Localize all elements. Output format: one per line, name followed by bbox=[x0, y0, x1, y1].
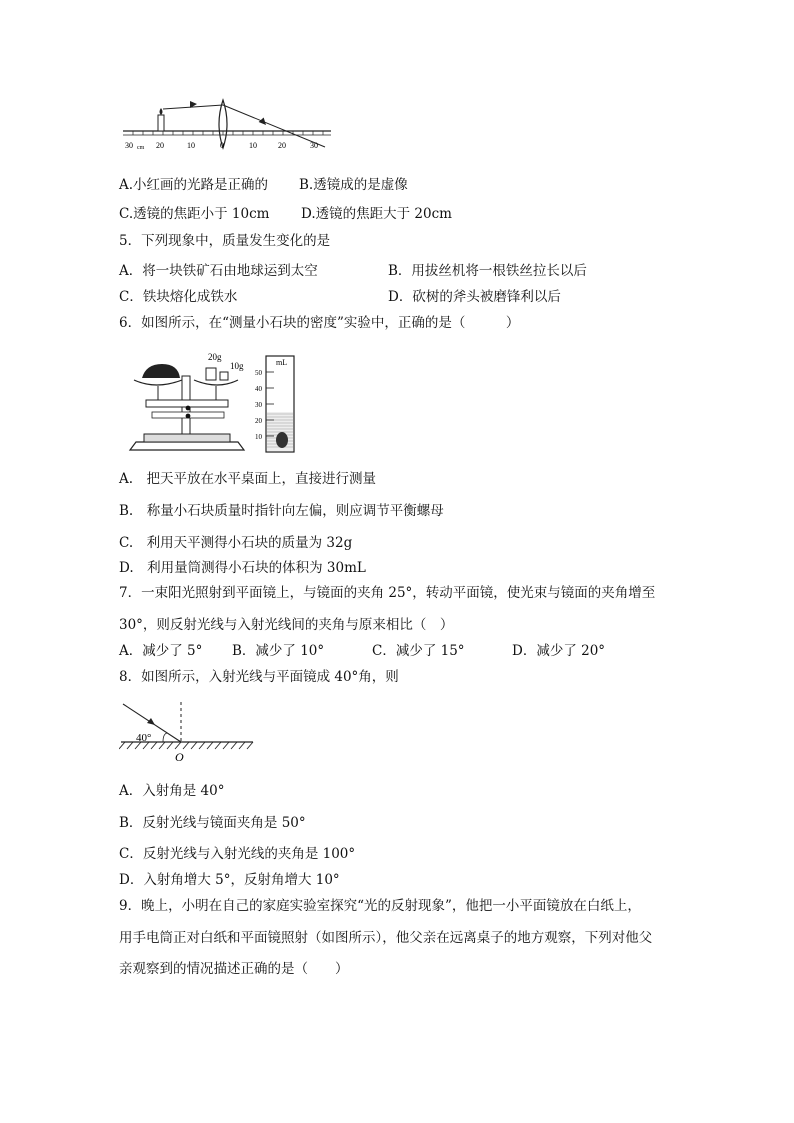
stone-icon bbox=[142, 364, 180, 378]
q6-option-a: A. 把天平放在水平桌面上，直接进行测量 bbox=[119, 471, 377, 487]
q6-option-c: C. 利用天平测得小石块的质量为 32g bbox=[119, 535, 353, 551]
weight-icon bbox=[220, 372, 228, 380]
cylinder-tick: 10 bbox=[255, 433, 262, 441]
balance-and-cylinder-diagram bbox=[126, 350, 306, 456]
scale-label: 0 bbox=[220, 141, 224, 150]
q4-option-b: B.透镜成的是虚像 bbox=[299, 177, 408, 193]
weight-label: 20g bbox=[208, 352, 222, 362]
q5-stem: 5．下列现象中，质量发生变化的是 bbox=[119, 233, 331, 249]
q5-option-b: B．用拔丝机将一根铁丝拉长以后 bbox=[388, 263, 587, 279]
q7-option-d: D．减少了 20° bbox=[512, 643, 606, 659]
scale-label: 30 bbox=[125, 141, 133, 150]
q4-option-d: D.透镜的焦距大于 20cm bbox=[301, 206, 452, 222]
q4-option-a: A.小红画的光路是正确的 bbox=[119, 177, 269, 193]
q5-option-d: D．砍树的斧头被磨锋利以后 bbox=[388, 289, 561, 305]
q8-option-c: C．反射光线与入射光线的夹角是 100° bbox=[119, 846, 356, 862]
cylinder-tick: 50 bbox=[255, 369, 262, 377]
q7-option-c: C．减少了 15° bbox=[372, 643, 465, 659]
q6-option-b: B. 称量小石块质量时指针向左偏，则应调节平衡螺母 bbox=[119, 503, 444, 519]
scale-unit: cm bbox=[137, 145, 145, 151]
q6-option-d: D. 利用量筒测得小石块的体积为 30mL bbox=[119, 560, 366, 576]
point-label: O bbox=[175, 750, 184, 764]
q5-option-a: A．将一块铁矿石由地球运到太空 bbox=[119, 263, 318, 279]
measuring-cylinder bbox=[255, 356, 294, 452]
cylinder-tick: 20 bbox=[255, 417, 262, 425]
q8-option-a: A．入射角是 40° bbox=[119, 783, 225, 799]
q8-option-d: D．入射角增大 5°，反射角增大 10° bbox=[119, 872, 340, 888]
q7-stem-line1: 7．一束阳光照射到平面镜上，与镜面的夹角 25°，转动平面镜，使光束与镜面的夹角增至 bbox=[119, 585, 656, 601]
q9-line3: 亲观察到的情况描述正确的是（ ） bbox=[119, 961, 349, 977]
q6-stem: 6．如图所示，在“测量小石块的密度”实验中，正确的是（ ） bbox=[119, 315, 520, 331]
q9-line1: 9．晚上，小明在自己的家庭实验室探究“光的反射现象”，他把一小平面镜放在白纸上， bbox=[119, 898, 641, 914]
cylinder-unit: mL bbox=[276, 358, 288, 367]
q4-option-c: C.透镜的焦距小于 10cm bbox=[119, 206, 270, 222]
q9-line2: 用手电筒正对白纸和平面镜照射（如图所示），他父亲在远离桌子的地方观察，下列对他父 bbox=[119, 930, 653, 946]
mirror-reflection-diagram bbox=[119, 700, 259, 766]
q7-option-a: A．减少了 5° bbox=[119, 643, 203, 659]
q7-option-b: B．减少了 10° bbox=[232, 643, 325, 659]
weight-icon bbox=[206, 368, 216, 380]
scale-label: 10 bbox=[249, 141, 257, 150]
scale-label: 10 bbox=[187, 141, 195, 150]
q8-stem: 8．如图所示，入射光线与平面镜成 40°角，则 bbox=[119, 669, 399, 685]
lens-ray-diagram bbox=[119, 98, 335, 158]
candle-icon bbox=[158, 108, 164, 131]
scale-label: 20 bbox=[278, 141, 286, 150]
q8-option-b: B．反射光线与镜面夹角是 50° bbox=[119, 815, 306, 831]
weight-label: 10g bbox=[230, 361, 244, 371]
cylinder-tick: 30 bbox=[255, 401, 262, 409]
scale-label: 20 bbox=[156, 141, 164, 150]
q7-stem-line2: 30°，则反射光线与入射光线间的夹角与原来相比（ ） bbox=[119, 617, 454, 633]
scale-label: 30 bbox=[310, 141, 318, 150]
cylinder-tick: 40 bbox=[255, 385, 262, 393]
angle-label: 40° bbox=[136, 732, 152, 744]
q5-option-c: C．铁块熔化成铁水 bbox=[119, 289, 238, 305]
